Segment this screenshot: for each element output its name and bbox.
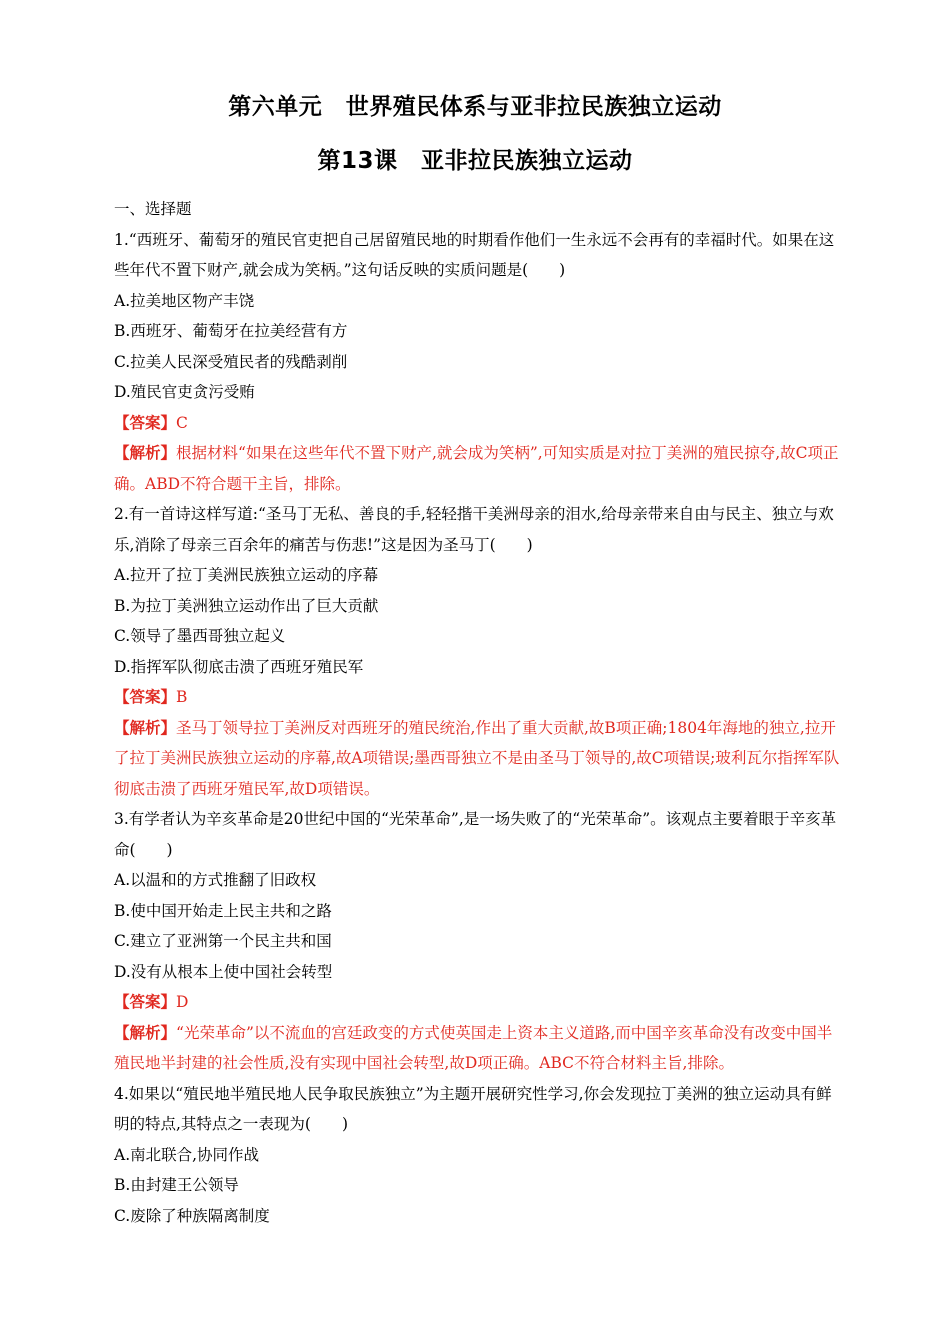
answer-value: D — [176, 993, 189, 1011]
option-a: A.拉开了拉丁美洲民族独立运动的序幕 — [114, 566, 379, 584]
option-a: A.拉美地区物产丰饶 — [114, 291, 255, 310]
option-b: B.使中国开始走上民主共和之路 — [114, 901, 332, 920]
answer-label: 【答案】 — [114, 412, 177, 432]
option-c: C.建立了亚洲第一个民主共和国 — [114, 932, 332, 950]
question-stem: 2.有一首诗这样写道:“圣马丁无私、善良的手,轻轻揩干美洲母亲的泪水,给母亲带来自由与民主、独立与欢乐,消除了母亲三百余年的痛苦与伤悲!”这是因为圣马丁( ) — [114, 505, 834, 554]
question-3 — [114, 804, 844, 1079]
analysis-line — [114, 1018, 844, 1079]
option-d: D.指挥军队彻底击溃了西班牙殖民军 — [114, 657, 364, 676]
analysis-line — [114, 713, 844, 805]
answer-label: 【答案】 — [114, 687, 177, 706]
option-b: B.西班牙、葡萄牙在拉美经营有方 — [114, 322, 348, 340]
answer-label: 【答案】 — [114, 992, 177, 1011]
analysis-text: “光荣革命”以不流血的宫廷政变的方式使英国走上资本主义道路,而中国辛亥革命没有改变中国半殖民地半封建的社会性质,没有实现中国社会转型,故D项正确。ABC不符合材料主旨,排除。 — [114, 1023, 833, 1072]
lesson-title: 第13课 亚非拉民族独立运动 — [317, 148, 633, 174]
option-c: C.废除了种族隔离制度 — [114, 1206, 270, 1225]
answer-line — [114, 682, 844, 713]
section-title: 一、选择题 — [114, 200, 192, 218]
question-stem: 4.如果以“殖民地半殖民地人民争取民族独立”为主题开展研究性学习,你会发现拉丁美洲的独立运动具有鲜明的特点,其特点之一表现为( ) — [114, 1084, 832, 1133]
analysis-text: 圣马丁领导拉丁美洲反对西班牙的殖民统治,作出了重大贡献,故B项正确;1804年海地的独立,拉开了拉丁美洲民族独立运动的序幕,故A项错误;墨西哥独立不是由圣马丁领导的,故C项错误;玻利瓦尔指挥军队彻底击溃了西班牙殖民军,故D项错误。 — [114, 718, 840, 798]
analysis-label: 【解析】 — [114, 1022, 177, 1042]
option-a: A.以温和的方式推翻了旧政权 — [114, 871, 317, 889]
option-c: C.领导了墨西哥独立起义 — [114, 627, 286, 645]
option-d: D.没有从根本上使中国社会转型 — [114, 962, 333, 981]
analysis-line — [114, 438, 844, 499]
unit-title: 第六单元 世界殖民体系与亚非拉民族独立运动 — [228, 94, 722, 120]
analysis-label: 【解析】 — [114, 443, 177, 462]
analysis-text: 根据材料“如果在这些年代不置下财产,就会成为笑柄”,可知实质是对拉丁美洲的殖民掠夺,故C项正确。ABD不符合题干主旨，排除。 — [114, 444, 839, 493]
question-4 — [114, 1079, 844, 1232]
answer-line — [114, 408, 844, 439]
answer-value: B — [176, 688, 188, 706]
option-b: B.由封建王公领导 — [114, 1176, 239, 1194]
question-stem: 3.有学者认为辛亥革命是20世纪中国的“光荣革命”,是一场失败了的“光荣革命”。该观点主要着眼于辛亥革命( ) — [114, 810, 837, 859]
option-a: A.南北联合,协同作战 — [114, 1145, 260, 1164]
question-stem: 1.“西班牙、葡萄牙的殖民官吏把自己居留殖民地的时期看作他们一生永远不会再有的幸福时代。如果在这些年代不置下财产,就会成为笑柄。”这句话反映的实质问题是( ) — [114, 230, 835, 279]
document-body — [114, 194, 844, 1231]
answer-line — [114, 987, 844, 1018]
answer-value: C — [176, 413, 188, 432]
option-b: B.为拉丁美洲独立运动作出了巨大贡献 — [114, 596, 379, 615]
question-1 — [114, 225, 844, 500]
option-d: D.殖民官吏贪污受贿 — [114, 383, 255, 401]
question-2 — [114, 499, 844, 804]
analysis-label: 【解析】 — [114, 717, 177, 737]
option-c: C.拉美人民深受殖民者的残酷剥削 — [114, 352, 348, 371]
